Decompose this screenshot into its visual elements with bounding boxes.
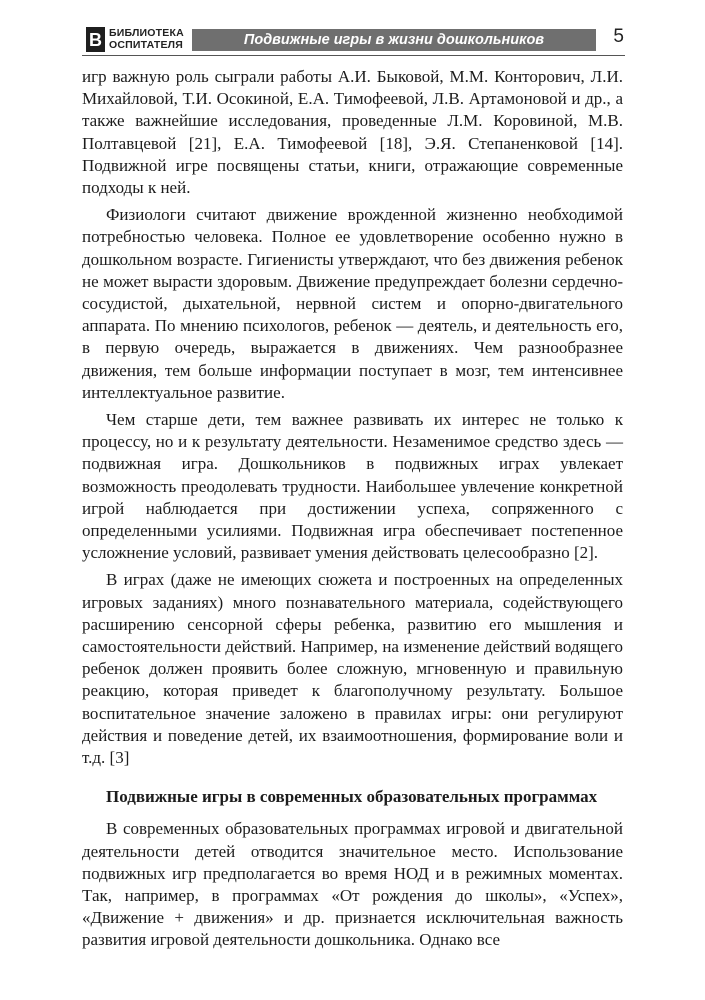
running-title: Подвижные игры в жизни дошкольников	[192, 29, 596, 51]
paragraph: В современных образовательных программах игровой и двигательной деятельности детей отводится значительное место. Использование подвижных игр предполагается во время НОД и в режимных моментах. Так, например, в программах «От рождения до школы», «Успех», «Движение + движения» и др. признается исключительная важность развития игровой деятельности дошкольника. Однако все	[82, 819, 623, 950]
series-logo-icon: В	[86, 27, 105, 52]
section-heading: Подвижные игры в современных образовательных программах	[106, 787, 598, 807]
paragraph: Физиологи считают движение врожденной жизненно необходимой потребностью человека. Полное ее удовлетворение особенно нужно в дошкольном возрасте. Гигиенисты утверждают, что без движения ребенок не может вырасти здоровым. Движение предупреждает болезни сердечно-сосудистой, дыхательной, нервной систем и опорно-двигательного аппарата. По мнению психологов, ребенок — деятель, и деятельность его, в первую очередь, выражается в движениях. Чем разнообразнее движения, тем больше информации поступает в мозг, тем интенсивнее интеллектуальное развитие.	[82, 205, 623, 402]
paragraph: Чем старше дети, тем важнее развивать их интерес не только к процессу, но и к результату деятельности. Незаменимое средство здесь — подвижная игра. Дошкольников в подвижных играх увлекает возможность преодолевать трудности. Наибольшее увлечение конкретной игрой наблюдается при достижении успеха, сопряженного с определенными усилиями. Подвижная игра обеспечивает постепенное усложнение условий, развивает умения действовать целесообразно [2].	[82, 410, 623, 563]
page-body	[82, 66, 623, 957]
page-number: 5	[613, 26, 624, 47]
paragraph: игр важную роль сыграли работы А.И. Быковой, М.М. Конторович, Л.И. Михайловой, Т.И. Осокиной, Е.А. Тимофеевой, Л.В. Артамоновой и др., а также важнейшие исследования, проведенные Л.М. Коровиной, М.В. Полтавцевой [21], Е.А. Тимофеевой [18], Э.Я. Степаненковой [14]. Подвижной игре посвящены статьи, книги, отражающие современные подходы к ней.	[82, 67, 623, 198]
series-logo-line-2: ОСПИТАТЕЛЯ	[109, 38, 183, 51]
paragraph: В играх (даже не имеющих сюжета и построенных на определенных игровых заданиях) много познавательного материала, содействующего расширению сенсорной сферы ребенка, развитию его мышления и самостоятельности действий. Например, на изменение действий водящего ребенок должен проявить более сложную, мгновенную и правильную реакцию, которая приведет к благополучному результату. Большое воспитательное значение заложено в правилах игры: они регулируют действия и поведение детей, их взаимоотношения, формирование воли и т.д. [3]	[82, 570, 623, 768]
page-header	[82, 24, 625, 58]
series-logo-line-1: БИБЛИОТЕКА	[109, 27, 184, 39]
series-logo-text	[109, 28, 189, 51]
header-divider	[82, 55, 625, 56]
